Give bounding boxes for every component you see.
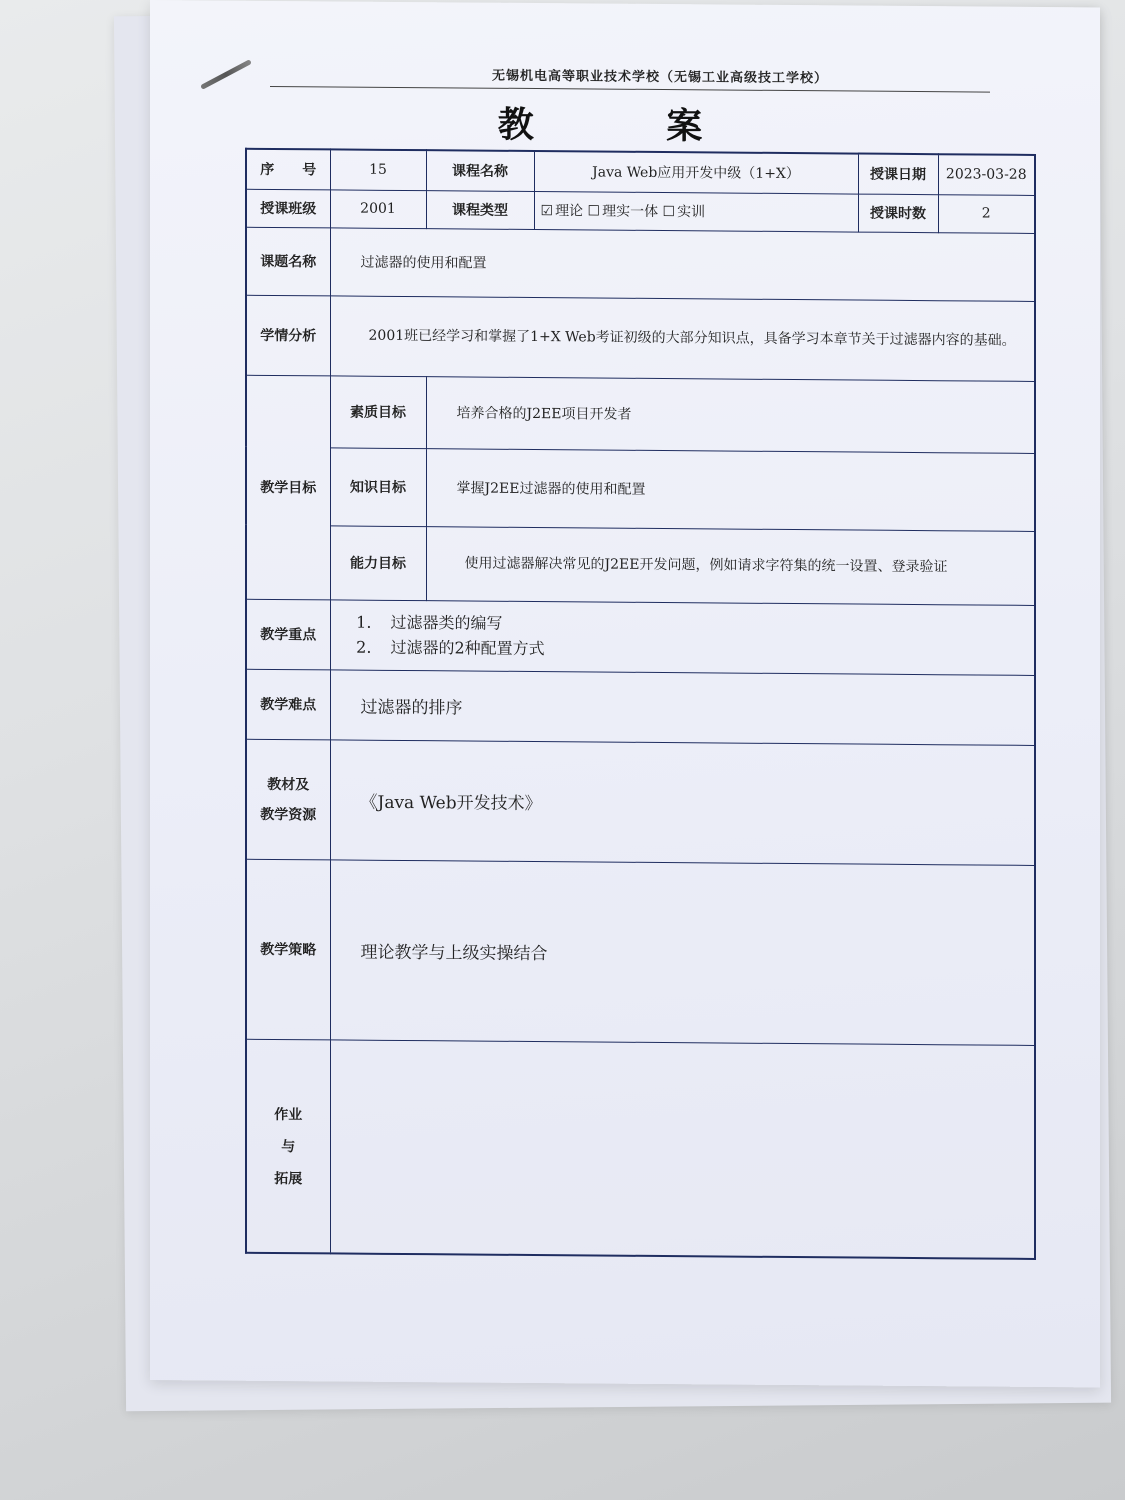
topic-value: 过滤器的使用和配置 [330, 227, 1035, 301]
row-goal-ability [246, 525, 1035, 605]
checked-box-icon: ☑ [540, 203, 554, 220]
strategy-value: 理论教学与上级实操结合 [330, 859, 1035, 1045]
goal-ability-value: 使用过滤器解决常见的J2EE开发问题，例如请求字符集的统一设置、登录验证 [426, 526, 1035, 605]
strategy-label: 教学策略 [246, 859, 330, 1040]
row-materials [246, 739, 1035, 865]
date-label: 授课日期 [858, 154, 938, 195]
row-topic [246, 227, 1035, 301]
seq-value: 15 [330, 149, 426, 190]
analysis-label: 学情分析 [246, 295, 330, 376]
empty-box-icon: ☐ [662, 204, 676, 221]
row-strategy [246, 859, 1035, 1045]
key-points-value [330, 599, 1035, 675]
goal-knowledge-value: 掌握J2EE过滤器的使用和配置 [426, 448, 1035, 531]
homework-label: 作业 与 拓展 [246, 1039, 330, 1254]
key-points-list [337, 609, 1029, 664]
option-theory[interactable]: ☑ 理论 [540, 203, 584, 220]
document-title: 教 案 [497, 104, 763, 148]
header-rule [270, 86, 990, 93]
date-value: 2023-03-28 [938, 154, 1035, 195]
list-item: 1. 过滤器类的编写 [377, 610, 1029, 640]
row-analysis [246, 295, 1035, 381]
list-item: 2. 过滤器的2种配置方式 [377, 635, 1029, 665]
lesson-plan-table [245, 148, 1036, 1260]
difficulty-label: 教学难点 [246, 669, 330, 740]
materials-label: 教材及 教学资源 [246, 739, 330, 860]
course-type-options [534, 191, 858, 232]
row-class-info [246, 189, 1035, 233]
course-name-label: 课程名称 [426, 150, 534, 191]
goal-ability-label: 能力目标 [330, 525, 426, 600]
empty-box-icon: ☐ [587, 203, 601, 220]
row-basic-info [246, 149, 1035, 195]
hours-label: 授课时数 [858, 194, 938, 233]
row-homework [246, 1039, 1035, 1259]
lesson-plan-sheet [150, 0, 1100, 1387]
analysis-value: 2001班已经学习和掌握了1+X Web考证初级的大部分知识点，具备学习本章节关于过滤器内容的基础。 [330, 295, 1035, 381]
option-practical[interactable]: ☐ 实训 [662, 204, 706, 221]
course-name-value: Java Web应用开发中级（1+X） [534, 151, 858, 194]
class-label: 授课班级 [246, 189, 330, 228]
goal-quality-label: 素质目标 [330, 375, 426, 448]
row-goal-knowledge [246, 447, 1035, 531]
topic-label: 课题名称 [246, 227, 330, 296]
homework-value[interactable] [330, 1039, 1035, 1259]
row-key-points [246, 599, 1035, 675]
document-body [190, 62, 1027, 1259]
hours-value: 2 [938, 194, 1035, 233]
seq-label: 序 号 [246, 149, 330, 190]
goals-label: 教学目标 [246, 375, 330, 600]
goal-knowledge-label: 知识目标 [330, 447, 426, 526]
school-name: 无锡机电高等职业技术学校（无锡工业高级技工学校） [491, 68, 828, 87]
row-goal-quality [246, 375, 1035, 453]
course-type-label: 课程类型 [426, 190, 534, 229]
key-points-label: 教学重点 [246, 599, 330, 670]
row-difficulty [246, 669, 1035, 745]
goal-quality-value: 培养合格的J2EE项目开发者 [426, 376, 1035, 453]
difficulty-value: 过滤器的排序 [330, 669, 1035, 745]
materials-value: 《Java Web开发技术》 [330, 739, 1035, 865]
option-integrated[interactable]: ☐ 理实一体 [587, 203, 659, 220]
class-value: 2001 [330, 189, 426, 228]
